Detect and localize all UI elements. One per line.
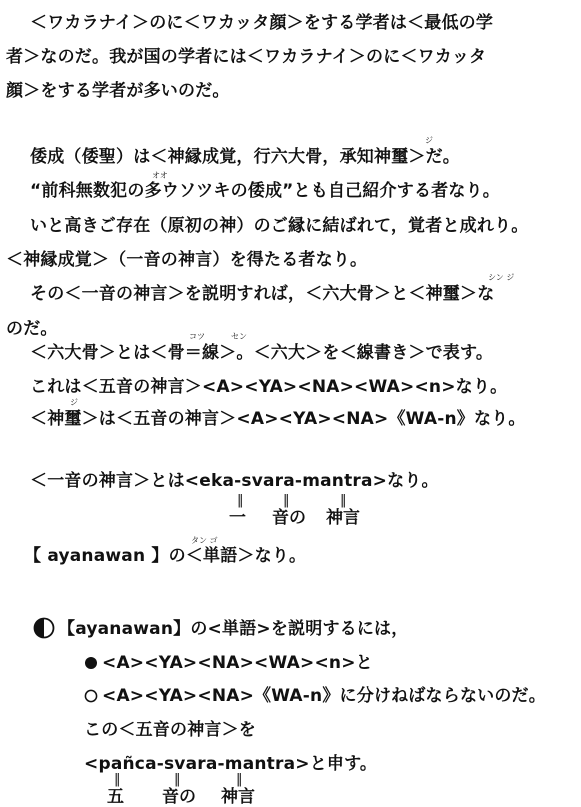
text-line: これは＜五音の神言＞<A><YA><NA><WA><n>なり。 <box>30 377 508 397</box>
text-line: <pañca-svara-mantra>と申す。 <box>84 754 378 774</box>
text-line: “前科無数犯の多ウソツキの倭成”とも自己紹介する者なり。 <box>30 181 500 201</box>
ruby-text: タン ゴ <box>191 536 218 545</box>
text-line: <A><YA><NA>《WA-n》に分けねばならないのだ。 <box>102 686 546 706</box>
gloss-word: 音の <box>272 508 306 528</box>
gloss-word: 神言 <box>221 787 255 807</box>
gloss-word: 五 <box>107 787 124 807</box>
text-line: ＜ワカラナイ＞のに＜ワカッタ顔＞をする学者は＜最低の学 <box>30 13 494 33</box>
text-line: この＜五音の神言＞を <box>84 720 256 740</box>
text-line: 【 ayanawan 】の＜単語＞なり。 <box>24 546 307 566</box>
gloss-word: 一 <box>229 508 246 528</box>
gloss-word: 音の <box>162 787 196 807</box>
ruby-text: セン <box>231 332 247 341</box>
text-line: 顔＞をする学者が多いのだ。 <box>6 81 230 101</box>
ruby-text: シン ジ <box>488 273 515 282</box>
text-line: ＜六大骨＞とは＜骨＝線＞。＜六大＞を＜線書き＞で表す。 <box>30 343 494 363</box>
text-line: ＜一音の神言＞とは<eka-svara-mantra>なり。 <box>30 471 439 491</box>
equals-mark: ‖ <box>174 772 181 787</box>
text-line: 倭成（倭聖）は＜神縁成覚，行六大骨，承知神璽＞だ。 <box>30 147 460 167</box>
filled-circle-icon <box>84 656 98 670</box>
equals-mark: ‖ <box>340 493 347 508</box>
text-line: いと高きご存在（原初の神）のご縁に結ばれて，覚者と成れり。 <box>30 216 529 236</box>
equals-mark: ‖ <box>114 772 121 787</box>
text-line: 者＞なのだ。我が国の学者には＜ワカラナイ＞のに＜ワカッタ <box>6 47 487 67</box>
text-line: <A><YA><NA><WA><n>と <box>102 653 373 673</box>
ruby-text: オオ <box>152 171 168 180</box>
equals-mark: ‖ <box>236 772 243 787</box>
equals-mark: ‖ <box>283 493 290 508</box>
half-moon-icon <box>33 617 55 639</box>
ruby-text: ジ <box>425 136 433 145</box>
hollow-circle-icon <box>84 689 98 703</box>
text-line: ＜神璽＞は＜五音の神言＞<A><YA><NA>《WA-n》なり。 <box>30 409 526 429</box>
text-line: のだ。 <box>6 319 58 339</box>
text-line: ＜神縁成覚＞（一音の神言）を得たる者なり。 <box>6 250 368 270</box>
equals-mark: ‖ <box>237 493 244 508</box>
gloss-word: 神言 <box>326 508 360 528</box>
text-line: その＜一音の神言＞を説明すれば，＜六大骨＞と＜神璽＞な <box>30 284 495 304</box>
ruby-text: コツ <box>189 332 205 341</box>
text-line: 【ayanawan】の<単語>を説明するには， <box>58 619 409 639</box>
ruby-text: ジ <box>70 398 78 407</box>
